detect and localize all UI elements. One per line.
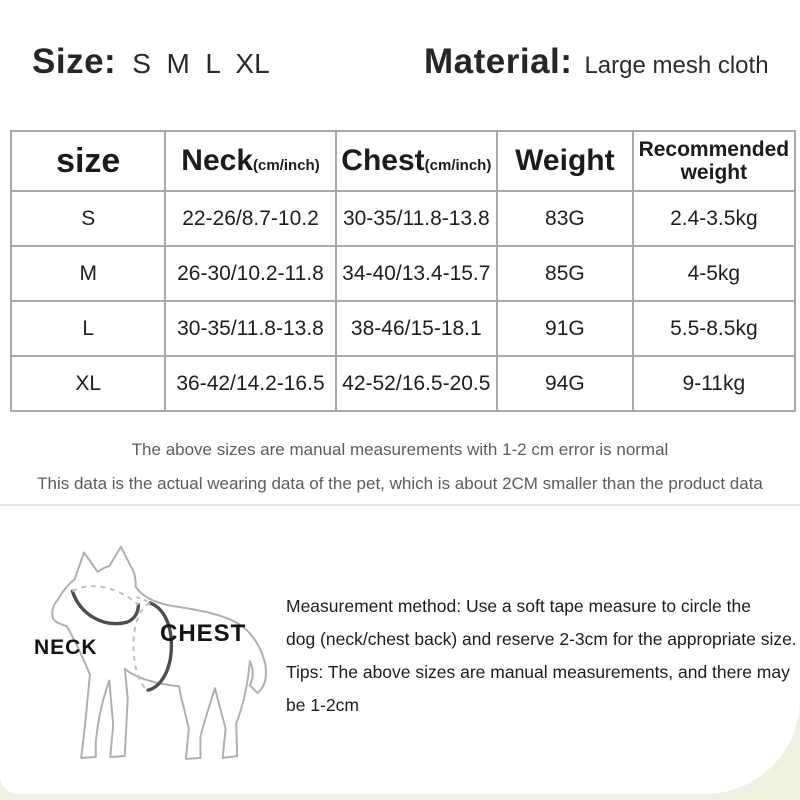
measurement-line-2: dog (neck/chest back) and reserve 2-3cm for the appropriate size. (286, 629, 797, 649)
table-row-xl (11, 356, 795, 411)
table-cell: 91G (497, 301, 633, 356)
table-row-m (11, 246, 795, 301)
table-cell: S (11, 191, 165, 246)
table-cell: 36-42/14.2-16.5 (165, 356, 335, 411)
col-header-weight: Weight (497, 131, 633, 191)
dog-diagram (24, 536, 276, 790)
table-cell: 22-26/8.7-10.2 (165, 191, 335, 246)
material-heading (424, 42, 769, 82)
neck-band-dashed (72, 586, 138, 605)
size-heading (32, 42, 270, 82)
col-header-size: size (11, 131, 165, 191)
table-cell: 9-11kg (633, 356, 795, 411)
measurement-text (286, 590, 798, 722)
col-header-neck: Neck(cm/inch) (165, 131, 335, 191)
size-label: Size: (32, 42, 117, 81)
col-header-recommended-weight: Recommended weight (633, 131, 795, 191)
measurement-line-3: Tips: The above sizes are manual measurements, and there may be 1-2cm (286, 662, 790, 715)
size-table (10, 130, 796, 412)
measurement-line-1: Measurement method: Use a soft tape measure to circle the (286, 596, 751, 616)
chest-label: CHEST (160, 620, 247, 647)
table-row-l (11, 301, 795, 356)
table-cell: 5.5-8.5kg (633, 301, 795, 356)
table-cell: 4-5kg (633, 246, 795, 301)
table-cell: 30-35/11.8-13.8 (336, 191, 498, 246)
table-cell: XL (11, 356, 165, 411)
table-cell: 85G (497, 246, 633, 301)
neck-label: NECK (34, 636, 98, 659)
table-cell: 42-52/16.5-20.5 (336, 356, 498, 411)
material-label: Material: (424, 42, 573, 81)
table-cell: 94G (497, 356, 633, 411)
table-cell: 26-30/10.2-11.8 (165, 246, 335, 301)
table-cell: 38-46/15-18.1 (336, 301, 498, 356)
section-divider (0, 504, 800, 506)
material-value: Large mesh cloth (584, 52, 769, 79)
note-line-1: The above sizes are manual measurements with 1-2 cm error is normal (131, 440, 669, 459)
table-header-row (11, 131, 795, 191)
table-cell: 83G (497, 191, 633, 246)
table-cell: L (11, 301, 165, 356)
table-cell: 2.4-3.5kg (633, 191, 795, 246)
table-row-s (11, 191, 795, 246)
col-header-chest: Chest(cm/inch) (336, 131, 498, 191)
table-cell: 30-35/11.8-13.8 (165, 301, 335, 356)
table-cell: 34-40/13.4-15.7 (336, 246, 498, 301)
table-cell: M (11, 246, 165, 301)
size-values: S M L XL (132, 48, 270, 79)
note-line-2: This data is the actual wearing data of the pet, which is about 2CM smaller than the product data (37, 474, 763, 493)
